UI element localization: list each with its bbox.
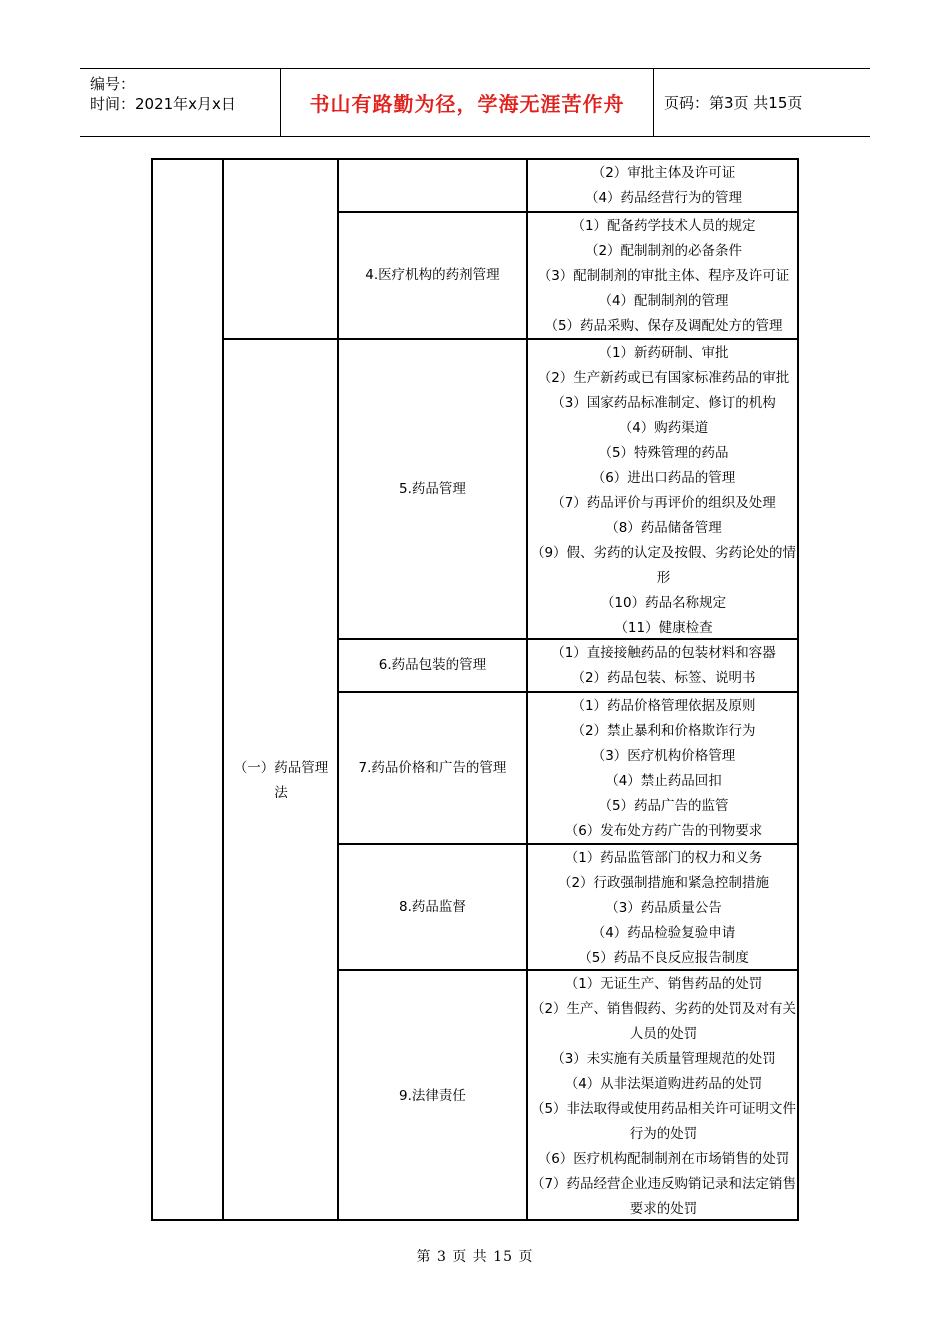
page-footer: 第 3 页 共 15 页 [416, 1249, 534, 1265]
list-item: （6）发布处方药广告的刊物要求 [564, 823, 763, 839]
row9-items [528, 972, 799, 1222]
list-item: （3）药品质量公告 [605, 900, 722, 916]
list-item: （1）新药研制、审批 [598, 345, 729, 361]
list-item: （9）假、劣药的认定及按假、劣药论处的情形 [530, 545, 797, 586]
list-item: （5）非法取得或使用药品相关许可证明文件行为的处罚 [530, 1101, 797, 1142]
outline-table [151, 158, 799, 1221]
list-item: （3）配制制剂的审批主体、程序及许可证 [537, 268, 790, 284]
list-item: （3）医疗机构价格管理 [591, 748, 736, 764]
list-item: （2）药品包装、标签、说明书 [571, 670, 756, 686]
row6-title: 6.药品包装的管理 [378, 657, 487, 673]
col-divider-1 [222, 160, 224, 1221]
row4-title: 4.医疗机构的药剂管理 [365, 267, 500, 283]
section-label: （一）药品管理法 [233, 759, 329, 801]
list-item: （7）药品经营企业违反购销记录和法定销售要求的处罚 [530, 1176, 797, 1217]
list-item: （3）国家药品标准制定、修订的机构 [551, 395, 776, 411]
list-item: （5）药品广告的监管 [598, 798, 729, 814]
list-item: （4）药品检验复验申请 [591, 925, 736, 941]
list-item: （6）医疗机构配制制剂在市场销售的处罚 [537, 1151, 790, 1167]
list-item: （1）配备药学技术人员的规定 [571, 218, 756, 234]
header-page-info: 页码：第3页 共15页 [664, 94, 803, 112]
list-item: （5）药品采购、保存及调配处方的管理 [544, 318, 783, 334]
time-label: 时间：2021年x月x日 [90, 95, 236, 113]
list-item: （2）行政强制措施和紧急控制措施 [557, 875, 770, 891]
list-item: （11）健康检查 [614, 620, 713, 636]
list-item: （2）配制制剂的必备条件 [584, 243, 743, 259]
row6-items [528, 641, 799, 691]
list-item: （3）未实施有关质量管理规范的处罚 [551, 1051, 776, 1067]
row8-title: 8.药品监督 [399, 898, 466, 915]
list-item: （2）生产新药或已有国家标准药品的审批 [537, 370, 790, 386]
list-item: （1）药品监管部门的权力和义务 [564, 850, 763, 866]
number-label: 编号： [90, 75, 136, 93]
list-item: （1）直接接触药品的包装材料和容器 [551, 645, 776, 661]
list-item: （8）药品储备管理 [605, 520, 722, 536]
list-item: （2）禁止暴利和价格欺诈行为 [571, 723, 756, 739]
row4-items [528, 214, 799, 339]
list-item: （4）购药渠道 [618, 420, 709, 436]
page-header [80, 68, 870, 137]
row8-items [528, 846, 799, 971]
header-meta [80, 69, 281, 136]
list-item: （4）药品经营行为的管理 [584, 190, 743, 206]
row5-items [528, 341, 799, 641]
list-item: （2）生产、销售假药、劣药的处罚及对有关人员的处罚 [530, 1001, 797, 1042]
row0-items [528, 161, 799, 211]
list-item: （1）无证生产、销售药品的处罚 [564, 976, 763, 992]
list-item: （4）配制制剂的管理 [598, 293, 729, 309]
row7-items [528, 694, 799, 844]
row9-title: 9.法律责任 [399, 1087, 466, 1104]
list-item: （2）审批主体及许可证 [591, 165, 736, 181]
list-item: （7）药品评价与再评价的组织及处理 [551, 495, 776, 511]
list-item: （6）进出口药品的管理 [591, 470, 736, 486]
list-item: （10）药品名称规定 [600, 595, 727, 611]
list-item: （4）禁止药品回扣 [605, 773, 722, 789]
motto: 书山有路勤为径，学海无涯苦作舟 [309, 92, 625, 116]
row7-title: 7.药品价格和广告的管理 [358, 759, 507, 776]
list-item: （1）药品价格管理依据及原则 [571, 698, 756, 714]
list-item: （5）药品不良反应报告制度 [578, 950, 749, 966]
list-item: （5）特殊管理的药品 [598, 445, 729, 461]
list-item: （4）从非法渠道购进药品的处罚 [564, 1076, 763, 1092]
row5-title: 5.药品管理 [399, 480, 466, 497]
header-motto-cell [281, 69, 654, 136]
